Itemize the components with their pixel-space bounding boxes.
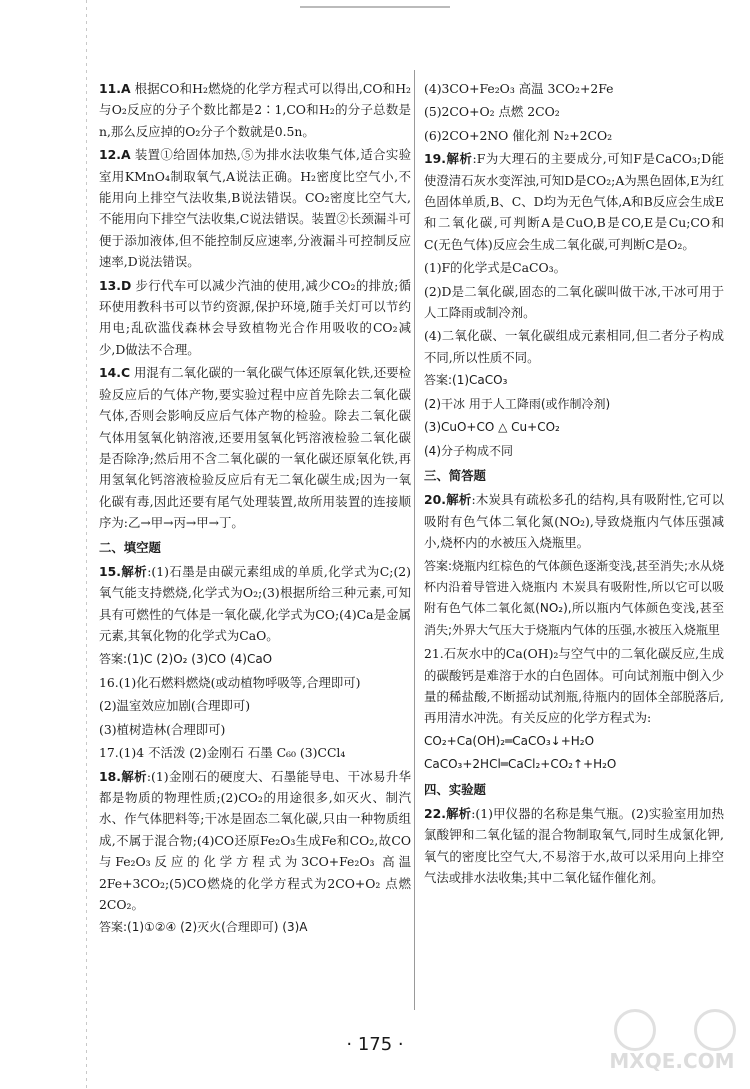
answer-18: 18.解析:(1)金刚石的硬度大、石墨能导电、干冰易升华都是物质的物理性质;(2)CO₂的用途很多,如灭火、制汽水、作气体肥料等;干冰是固态二氧化碳,只由一种物质组成,不属于混合物;(4)CO还原Fe₂O₃生成Fe和CO₂,故CO与Fe₂O₃反应的化学方程式为3CO+Fe₂O₃ 高温 2Fe+3CO₂;(5)CO燃烧的化学方程式为2CO+O₂ 点燃 2CO₂。 xyxy=(99,768,411,913)
answer-21-eq2: CaCO₃+2HCl═CaCl₂+CO₂↑+H₂O xyxy=(424,757,617,772)
answer-13: 13.D 步行代车可以减少汽油的使用,减少CO₂的排放;循环使用教科书可以节约资源,保护环境,随手关灯可以节约用电;乱砍滥伐森林会导致植物光合作用吸收的CO₂减少,D做法不合理。 xyxy=(99,277,411,357)
answer-17: 17.(1)4 不活泼 (2)金刚石 石墨 C₆₀ (3)CCl₄ xyxy=(99,745,346,761)
section-fill-in: 二、填空题 xyxy=(99,539,161,555)
answer-20: 20.解析:木炭具有疏松多孔的结构,具有吸附性,它可以吸附有色气体二氧化氮(NO₂),导致烧瓶内气体压强减小,烧杯内的水被压入烧瓶里。 xyxy=(424,492,725,551)
answer-16-line2: (2)温室效应加剧(合理即可) xyxy=(99,698,251,714)
answer-15-final: 答案:(1)C (2)O₂ (3)CO (4)CaO xyxy=(99,651,273,666)
section-short-answer: 三、简答题 xyxy=(424,467,486,483)
watermark-circle-icon xyxy=(614,1009,656,1051)
answer-19-final-3: (3)CuO+CO △ Cu+CO₂ xyxy=(424,420,560,435)
watermark-text: MXQE.COM xyxy=(609,1049,735,1073)
answer-21: 21.石灰水中的Ca(OH)₂与空气中的二氧化碳反应,生成的碳酸钙是难溶于水的白色固体。可向试剂瓶中倒入少量的稀盐酸,不断摇动试剂瓶,待瓶内的固体全部脱落后,再用清水冲洗。有关反应的化学方程式为: xyxy=(424,646,724,726)
eq-18-4: (4)3CO+Fe₂O₃ 高温 3CO₂+2Fe xyxy=(424,81,614,96)
column-divider xyxy=(414,70,415,1010)
answer-22: 22.解析:(1)甲仪器的名称是集气瓶。(2)实验室用加热氯酸钾和二氧化锰的混合物制取氧气,同时生成氯化钾,氧气的密度比空气大,不易溶于水,故可以采用向上排空气法或排水法收集;其中二氧化锰作催化剂。 xyxy=(424,806,725,886)
answer-20-final: 答案:烧瓶内红棕色的气体颜色逐渐变浅,甚至消失;水从烧杯内沿着导管进入烧瓶内 木炭具有吸附性,所以它可以吸附有色气体二氧化氮(NO₂),所以瓶内气体颜色变浅,甚至消失;外界大气压大于烧瓶内气体的压强,水被压入烧瓶里 xyxy=(424,558,724,637)
answer-16-line1: 16.(1)化石燃料燃烧(或动植物呼吸等,合理即可) xyxy=(99,674,361,690)
eq-18-5: (5)2CO+O₂ 点燃 2CO₂ xyxy=(424,104,560,120)
answer-21-eq1: CO₂+Ca(OH)₂═CaCO₃↓+H₂O xyxy=(424,733,595,748)
answer-18-final: 答案:(1)①②④ (2)灭火(合理即可) (3)A xyxy=(99,920,308,935)
answer-19-part1: (1)F的化学式是CaCO₃。 xyxy=(424,260,566,276)
page-number: · 175 · xyxy=(346,1034,404,1055)
left-column xyxy=(99,78,411,939)
header-rule xyxy=(300,6,450,8)
answer-19-final-1: 答案:(1)CaCO₃ xyxy=(424,373,508,388)
answer-14: 14.C 用混有二氧化碳的一氧化碳气体还原氧化铁,还要检验反应后的气体产物,要实验过程中应首先除去二氧化碳气体,否则会影响反应后气体产物的检验。除去二氧化碳气体用氢氧化钠溶液,还要用氢氧化钙溶液检验二氧化碳是否除净;然后用不含二氧化碳的一氧化碳还原氧化铁,再用氢氧化钙溶液检验反应后有无二氧化碳生成;因为一氧化碳有毒,因此还要有尾气处理装置,故所用装置的连接顺序为:乙→甲→丙→甲→丁。 xyxy=(99,365,411,531)
answer-19: 19.解析:F为大理石的主要成分,可知F是CaCO₃;D能使澄清石灰水变浑浊,可知D是CO₂;A为黑色固体,E为红色固体单质,B、C、D均为无色气体,A和B反应会生成E和二氧化碳,可判断A是CuO,B是CO,E是Cu;CO和C(无色气体)反应会生成二氧化碳,可判断C是O₂。 xyxy=(424,151,725,252)
watermark-circle-icon xyxy=(694,1009,736,1051)
answer-12: 12.A 装置①给固体加热,⑤为排水法收集气体,适合实验室用KMnO₄制取氧气,A说法正确。H₂密度比空气小,不能用向上排空气法收集,B说法错误。CO₂密度比空气大,不能用向下排空气法收集,C说法错误。装置②长颈漏斗可便于添加液体,但不能控制反应速率,分液漏斗可控制反应速率,D说法错误。 xyxy=(99,147,411,270)
answer-19-part2: (2)D是二氧化碳,固态的二氧化碳叫做干冰,干冰可用于人工降雨或制冷剂。 xyxy=(424,283,724,321)
answer-11: 11.A 根据CO和H₂燃烧的化学方程式可以得出,CO和H₂与O₂反应的分子个数比都是2∶1,CO和H₂的分子总数是n,那么反应掉的O₂分子个数就是0.5n。 xyxy=(99,81,411,139)
answer-19-final-4: (4)分子构成不同 xyxy=(424,443,513,458)
right-column xyxy=(424,78,724,889)
answer-19-part4: (4)二氧化碳、一氧化碳组成元素相同,但二者分子构成不同,所以性质不同。 xyxy=(424,328,724,365)
watermark-logo xyxy=(602,1009,742,1083)
answer-16-line3: (3)植树造林(合理即可) xyxy=(99,721,226,737)
answer-15: 15.解析:(1)石墨是由碳元素组成的单质,化学式为C;(2)氧气能支持燃烧,化学式为O₂;(3)根据所给三种元素,可知具有可燃性的气体是一氧化碳,化学式为CO;(4)Ca是金属元素,其氧化物的化学式为CaO。 xyxy=(99,563,412,644)
eq-18-6: (6)2CO+2NO 催化剂 N₂+2CO₂ xyxy=(424,127,613,143)
answer-19-final-2: (2)干冰 用于人工降雨(或作制冷剂) xyxy=(424,396,611,411)
binding-gutter xyxy=(86,0,87,1089)
section-experiment: 四、实验题 xyxy=(424,781,486,797)
